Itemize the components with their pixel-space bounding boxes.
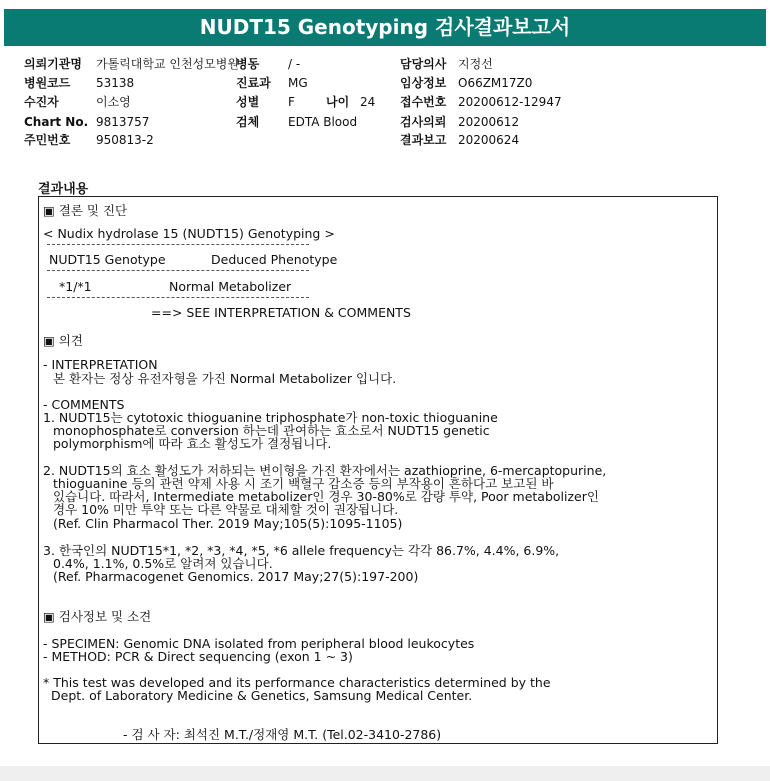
header-field-request-date: 검사의뢰 [400, 115, 447, 129]
genotype-value: *1/*1 [59, 279, 92, 294]
header-field-hospital-code: 병원코드 [24, 76, 71, 90]
comment-2-line: 2. NUDT15의 효소 활성도가 저하되는 변이형을 가진 환자에서는 azathioprine, 6-mercaptopurine, [43, 463, 607, 478]
footer-band [0, 766, 770, 781]
header-value-patient: 이소영 [96, 95, 131, 109]
header-field-age: 나이 [326, 95, 350, 109]
tester-line: - 검 사 자: 최석진 M.T./정재영 M.T. (Tel.02-3410-2786) [123, 727, 442, 742]
header-field-chart-no: Chart No. [24, 115, 89, 129]
header-field-report-date: 결과보고 [400, 133, 447, 147]
results-section-label: 결과내용 [38, 182, 89, 197]
phenotype-value: Normal Metabolizer [169, 279, 292, 294]
comment-2-line: 경우 10% 미만 투약 또는 다른 약물로 대체할 것이 권장됩니다. [53, 502, 399, 517]
test-info-heading: ▣ 검사정보 및 소견 [43, 609, 152, 624]
column-phenotype-header: Deduced Phenotype [211, 252, 338, 267]
comment-2-line: 있습니다. 따라서, Intermediate metabolizer인 경우 30-80%로 감량 투약, Poor metabolizer인 [53, 489, 599, 504]
method-line: - METHOD: PCR & Direct sequencing (exon 1 ~ 3) [43, 649, 353, 664]
comments-heading: - COMMENTS [43, 397, 125, 412]
divider [47, 270, 309, 271]
header-value-report-date: 20200624 [458, 133, 520, 147]
header-field-specimen: 검체 [236, 115, 260, 129]
header-field-ward: 병동 [236, 57, 260, 71]
header-field-accession: 접수번호 [400, 95, 447, 109]
comment-1-line: polymorphism에 따라 효소 활성도가 결정됩니다. [53, 436, 332, 451]
header-field-institution [24, 56, 82, 73]
interpretation-heading: - INTERPRETATION [43, 357, 158, 372]
comment-1-line: 1. NUDT15는 cytotoxic thioguanine triphosphate가 non-toxic thioguanine [43, 410, 498, 425]
header-value-rrn: 950813-2 [96, 133, 154, 147]
header-value-accession: 20200612-12947 [458, 95, 562, 109]
disclaimer-line: * This test was developed and its performance characteristics determined by the [43, 675, 551, 690]
conclusion-heading: ▣ 결론 및 진단 [43, 203, 128, 218]
header-label: 의뢰기관명 [24, 57, 82, 71]
opinion-heading: ▣ 의견 [43, 333, 83, 348]
comment-2-line: (Ref. Clin Pharmacol Ther. 2019 May;105(5):1095-1105) [53, 516, 403, 531]
header-field-department: 진료과 [236, 76, 271, 90]
header-value-specimen: EDTA Blood [288, 115, 358, 129]
comment-3-line: 3. 한국인의 NUDT15*1, *2, *3, *4, *5, *6 allele frequency는 각각 86.7%, 4.4%, 6.9%, [43, 543, 560, 558]
header-field-clinical-info: 임상정보 [400, 76, 447, 90]
report-title: NUDT15 Genotyping 검사결과보고서 [4, 9, 766, 46]
header-value-ward: / - [288, 57, 301, 71]
header-field-sex: 성별 [236, 95, 260, 109]
divider [47, 244, 309, 245]
header-value-chart-no: 9813757 [96, 115, 150, 129]
specimen-line: - SPECIMEN: Genomic DNA isolated from peripheral blood leukocytes [43, 636, 475, 651]
see-interpretation-note: ==> SEE INTERPRETATION & COMMENTS [151, 305, 411, 320]
divider [47, 297, 309, 298]
header-value-request-date: 20200612 [458, 115, 520, 129]
comment-1-line: monophosphate로 conversion 하는데 관여하는 효소로서 NUDT15 genetic [53, 423, 490, 438]
header-value-institution: 가톨릭대학교 인천성모병원 [96, 57, 239, 71]
header-value-hospital-code: 53138 [96, 76, 135, 90]
header-value-sex: F [288, 95, 295, 109]
comment-3-line: (Ref. Pharmacogenet Genomics. 2017 May;27(5):197-200) [53, 569, 419, 584]
header-field-patient: 수진자 [24, 95, 59, 109]
interpretation-text: 본 환자는 정상 유전자형을 가진 Normal Metabolizer 입니다. [53, 371, 397, 386]
title-bar [0, 0, 770, 56]
header-value-doctor: 지정선 [458, 57, 493, 71]
header-field-rrn: 주민번호 [24, 133, 71, 147]
header-field-doctor: 담당의사 [400, 57, 447, 71]
column-genotype-header: NUDT15 Genotype [49, 252, 166, 267]
test-title: < Nudix hydrolase 15 (NUDT15) Genotyping > [43, 226, 335, 241]
header-value-department: MG [288, 76, 308, 90]
comment-2-line: thioguanine 등의 관련 약제 사용 시 조기 백혈구 감소증 등의 부작용이 흔하다고 보고된 바 [53, 476, 554, 491]
header-value-age: 24 [360, 95, 376, 109]
report-content-box [38, 196, 718, 744]
header-value-clinical-info: O66ZM17Z0 [458, 76, 533, 90]
disclaimer-line: Dept. of Laboratory Medicine & Genetics, Samsung Medical Center. [51, 688, 473, 703]
comment-3-line: 0.4%, 1.1%, 0.5%로 알려져 있습니다. [53, 556, 273, 571]
